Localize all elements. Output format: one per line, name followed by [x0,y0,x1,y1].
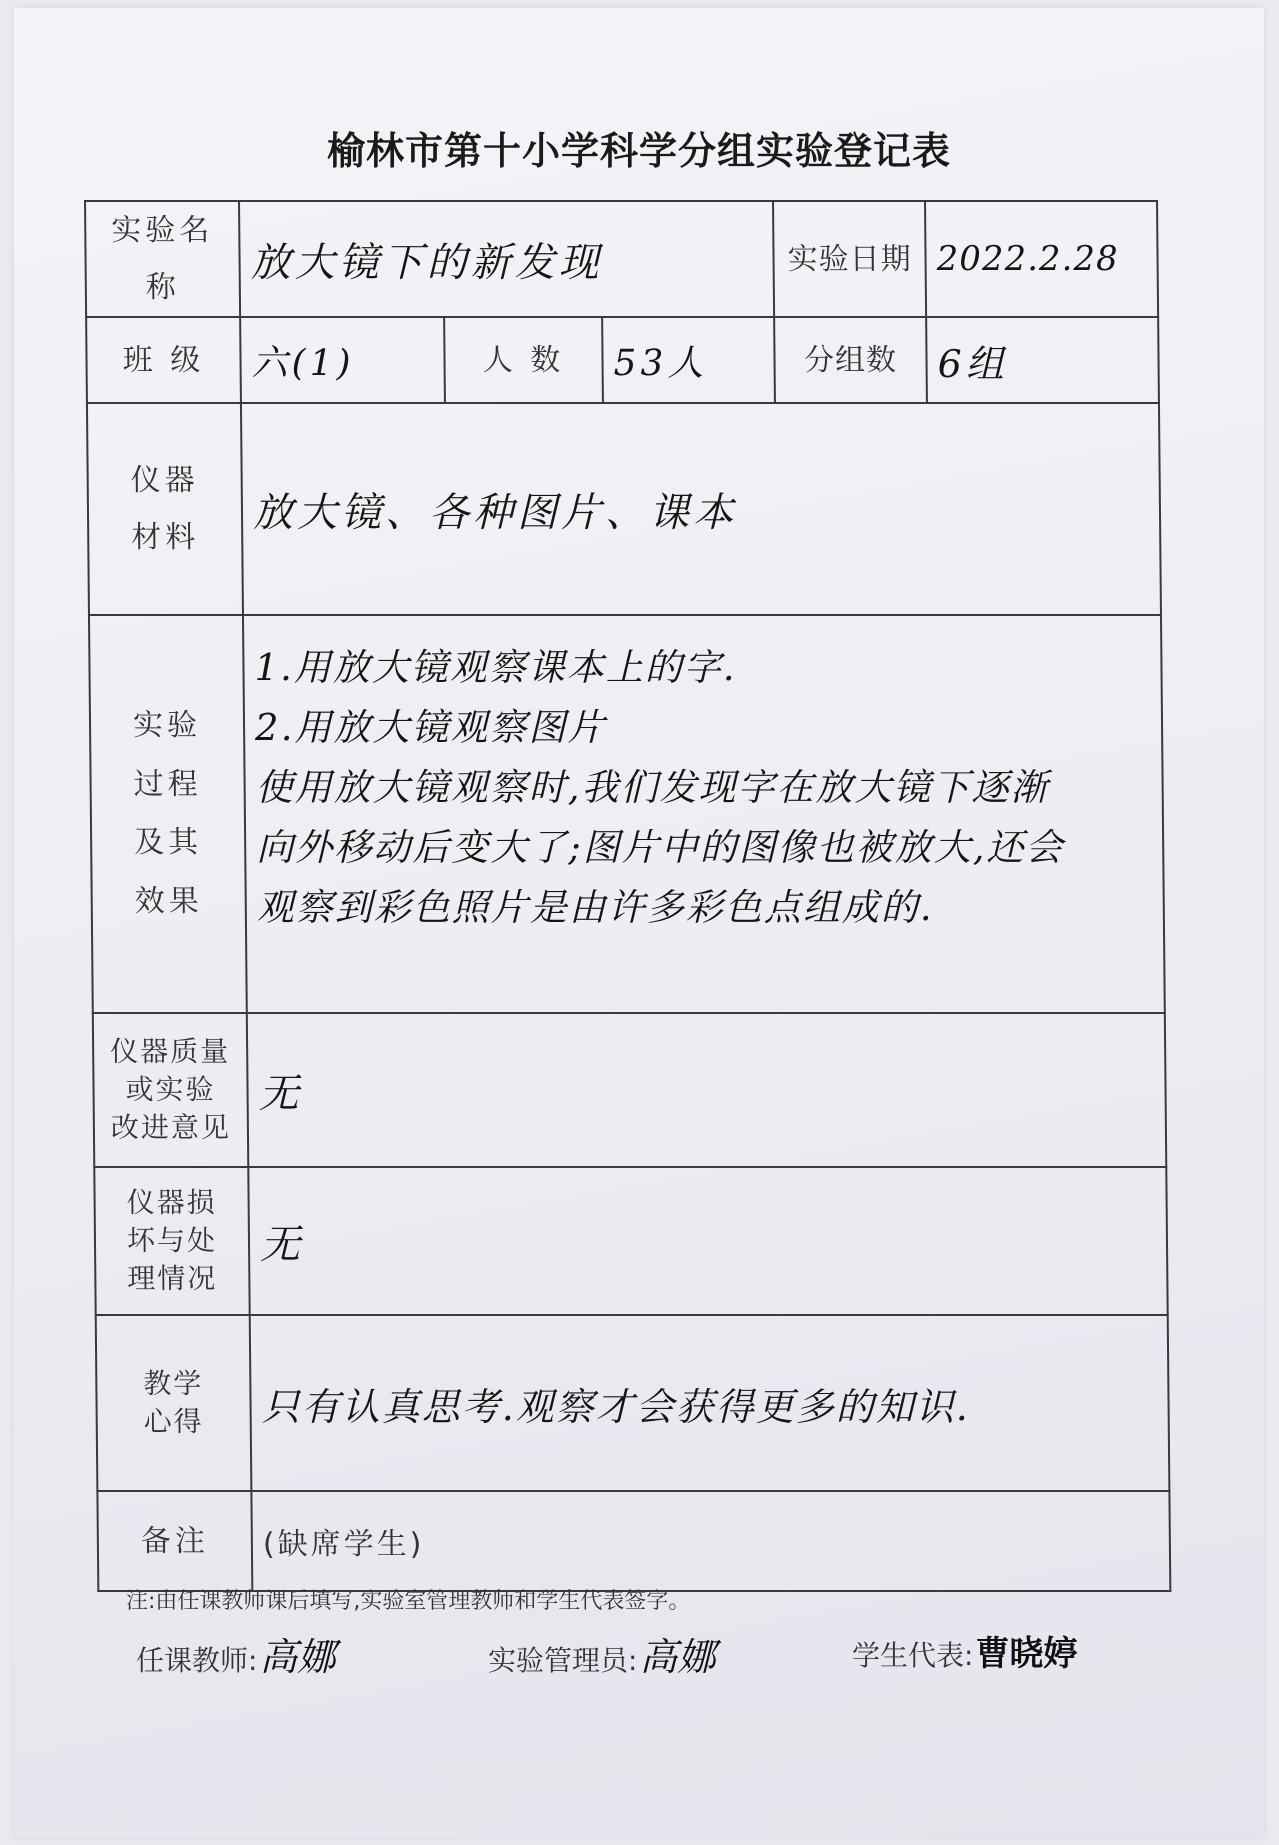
process-line: 2.用放大镜观察图片 [254,705,607,749]
quality-label: 仪器质量 或实验 改进意见 [93,1013,248,1167]
paper-sheet [14,8,1264,1838]
row-class-info [86,317,1159,403]
student-label: 学生代表: [852,1639,974,1672]
footnote: 注:由任课教师课后填写,实验室管理教师和学生代表签字。 [126,1589,691,1614]
class-label: 班 级 [86,317,241,403]
instruments-label: 仪器 材料 [87,403,243,615]
teacher-name: 高娜 [259,1635,336,1679]
process-text [243,615,1165,1013]
row-remarks [97,1491,1170,1591]
process-line: 1.用放大镜观察课本上的字. [254,646,737,689]
experiment-date-value: 2022.2.28 [925,201,1158,317]
teacher-label: 任课教师: [136,1644,258,1677]
process-line: 观察到彩色照片是由许多彩色点组成的. [256,885,934,929]
remarks-value: (缺席学生) [251,1491,1170,1591]
experiment-name-label: 实验名称 [85,201,240,317]
instruments-value: 放大镜、各种图片、课本 [241,403,1161,615]
remarks-label: 备注 [97,1491,252,1591]
registration-form [84,200,1169,1582]
row-quality [93,1013,1167,1167]
quality-value: 无 [247,1013,1167,1167]
damage-value: 无 [248,1167,1167,1315]
teaching-value: 只有认真思考.观察才会获得更多的知识. [250,1315,1170,1491]
student-name: 曹晓婷 [975,1634,1078,1674]
row-teaching [96,1315,1170,1491]
student-signature [852,1626,1077,1675]
admin-name: 高娜 [639,1635,716,1679]
people-value: 53人 [602,317,775,403]
class-value: 六(1) [240,317,445,403]
groups-label: 分组数 [774,317,927,403]
experiment-name-value: 放大镜下的新发现 [239,201,774,317]
process-line: 使用放大镜观察时,我们发现字在放大镜下逐渐 [255,765,1050,809]
admin-signature [488,1626,715,1681]
page-title: 榆林市第十小学科学分组实验登记表 [326,129,951,173]
row-experiment-name [85,201,1158,317]
row-damage [94,1167,1167,1315]
experiment-date-label: 实验日期 [773,201,926,317]
row-instruments [87,403,1161,615]
admin-label: 实验管理员: [488,1644,638,1677]
teaching-label: 教学 心得 [96,1315,252,1491]
people-label: 人 数 [444,317,603,403]
signature-row [136,1626,1116,1686]
form-table [84,200,1171,1592]
process-line: 向外移动后变大了;图片中的图像也被放大,还会 [256,825,1065,869]
damage-label: 仪器损 坏与处 理情况 [94,1167,249,1315]
process-label: 实验 过程 及其 效果 [89,615,247,1013]
groups-value: 6组 [926,317,1159,403]
row-process [89,615,1165,1013]
teacher-signature [136,1626,335,1681]
